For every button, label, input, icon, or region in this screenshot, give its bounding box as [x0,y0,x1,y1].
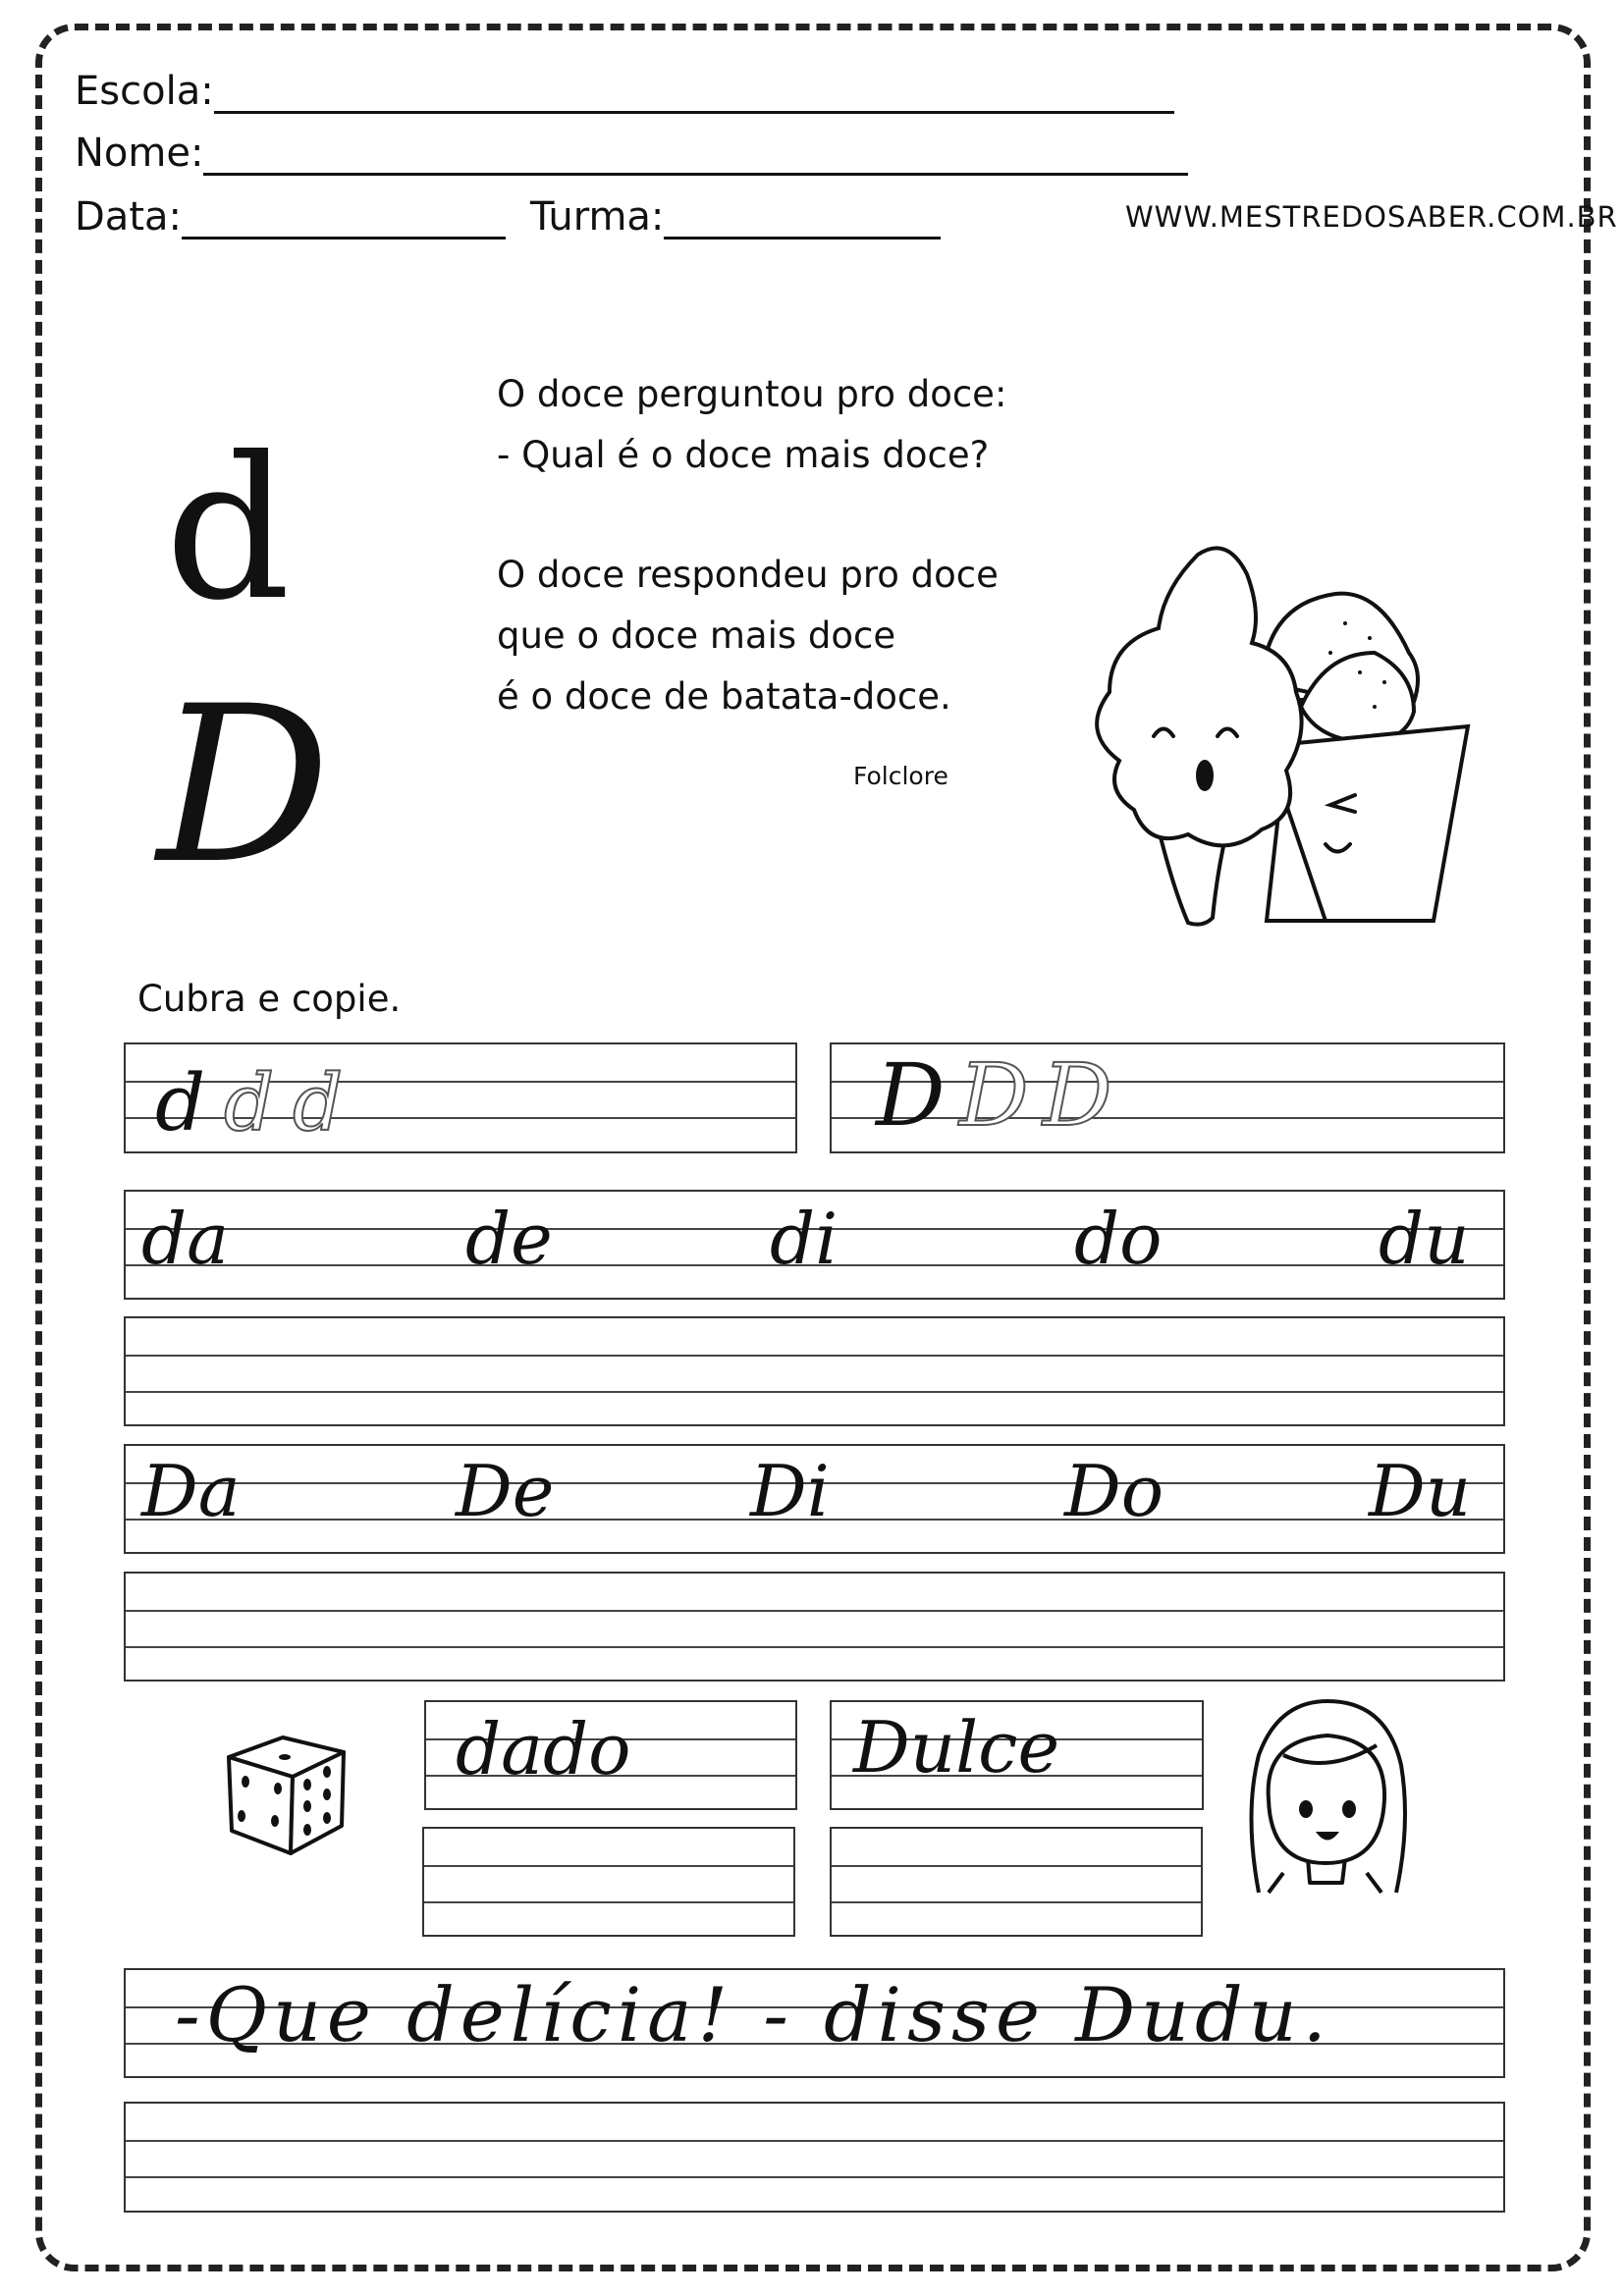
model-letter: D [876,1044,946,1146]
trace-letter: d [293,1057,344,1148]
name-label: Nome: [75,131,204,176]
website-url: WWW.MESTREDOSABER.COM.BR [1125,200,1618,234]
girl-icon [1239,1696,1411,1893]
class-label: Turma: [530,194,665,240]
word-dado-box[interactable] [424,1700,797,1810]
date-field [75,194,506,240]
guide-line [126,1610,1503,1612]
syllable: de [465,1198,553,1280]
school-input-line[interactable] [214,72,1174,114]
lower-d-trace-box[interactable] [124,1042,797,1153]
poem-line-5: é o doce de batata-doce. [497,675,951,718]
upper-syllables-box[interactable] [124,1444,1505,1554]
guide-line [126,1646,1503,1648]
dice-icon [224,1728,350,1857]
copy-box-2[interactable] [124,1572,1505,1682]
syllable: di [770,1198,839,1280]
date-label: Data: [75,194,182,240]
class-field [530,194,941,240]
poem-line-3: O doce respondeu pro doce [497,554,999,596]
trace-letter: D [959,1044,1029,1146]
copy-word-box-2[interactable] [830,1827,1203,1937]
syllable: do [1074,1198,1163,1280]
model-letter: d [155,1057,206,1148]
guide-line [832,1901,1201,1903]
name-field [75,131,1188,176]
big-uppercase-d: D [157,660,331,911]
guide-line [832,1865,1201,1867]
big-lowercase-d: d [165,415,292,644]
syllable: De [456,1450,555,1532]
cotton-candy-and-cupcake-icon [1080,535,1483,933]
copy-sentence-box[interactable] [124,2102,1505,2213]
copy-box-1[interactable] [124,1316,1505,1426]
guide-line [126,1355,1503,1357]
syllable: Di [750,1450,830,1532]
lower-syllables-box[interactable] [124,1190,1505,1300]
guide-line [126,2140,1503,2142]
poem-line-4: que o doce mais doce [497,614,896,657]
trace-letter: D [1043,1044,1112,1146]
poem-line-2: - Qual é o doce mais doce? [497,434,990,476]
date-input-line[interactable] [182,197,506,240]
syllable: da [141,1198,230,1280]
word: dado [456,1708,631,1790]
instruction-text: Cubra e copie. [137,978,402,1020]
sentence: -Que delícia! - disse Dudu. [175,1971,1332,2058]
name-input-line[interactable] [203,133,1188,176]
copy-word-box-1[interactable] [422,1827,795,1937]
syllable: Do [1064,1450,1164,1532]
class-input-line[interactable] [664,197,941,240]
word-dulce-box[interactable] [830,1700,1204,1810]
word: Dulce [853,1706,1060,1789]
syllable: Du [1369,1450,1472,1532]
poem-line-1: O doce perguntou pro doce: [497,373,1007,415]
school-field [75,69,1174,114]
guide-line [126,2176,1503,2178]
upper-d-trace-box[interactable] [830,1042,1505,1153]
sentence-box[interactable] [124,1968,1505,2078]
school-label: Escola: [75,69,214,114]
guide-line [424,1901,793,1903]
syllable: du [1379,1198,1470,1280]
poem-credit: Folclore [853,762,948,790]
guide-line [424,1865,793,1867]
syllable: Da [141,1450,241,1532]
guide-line [126,1391,1503,1393]
trace-letter: d [224,1057,275,1148]
